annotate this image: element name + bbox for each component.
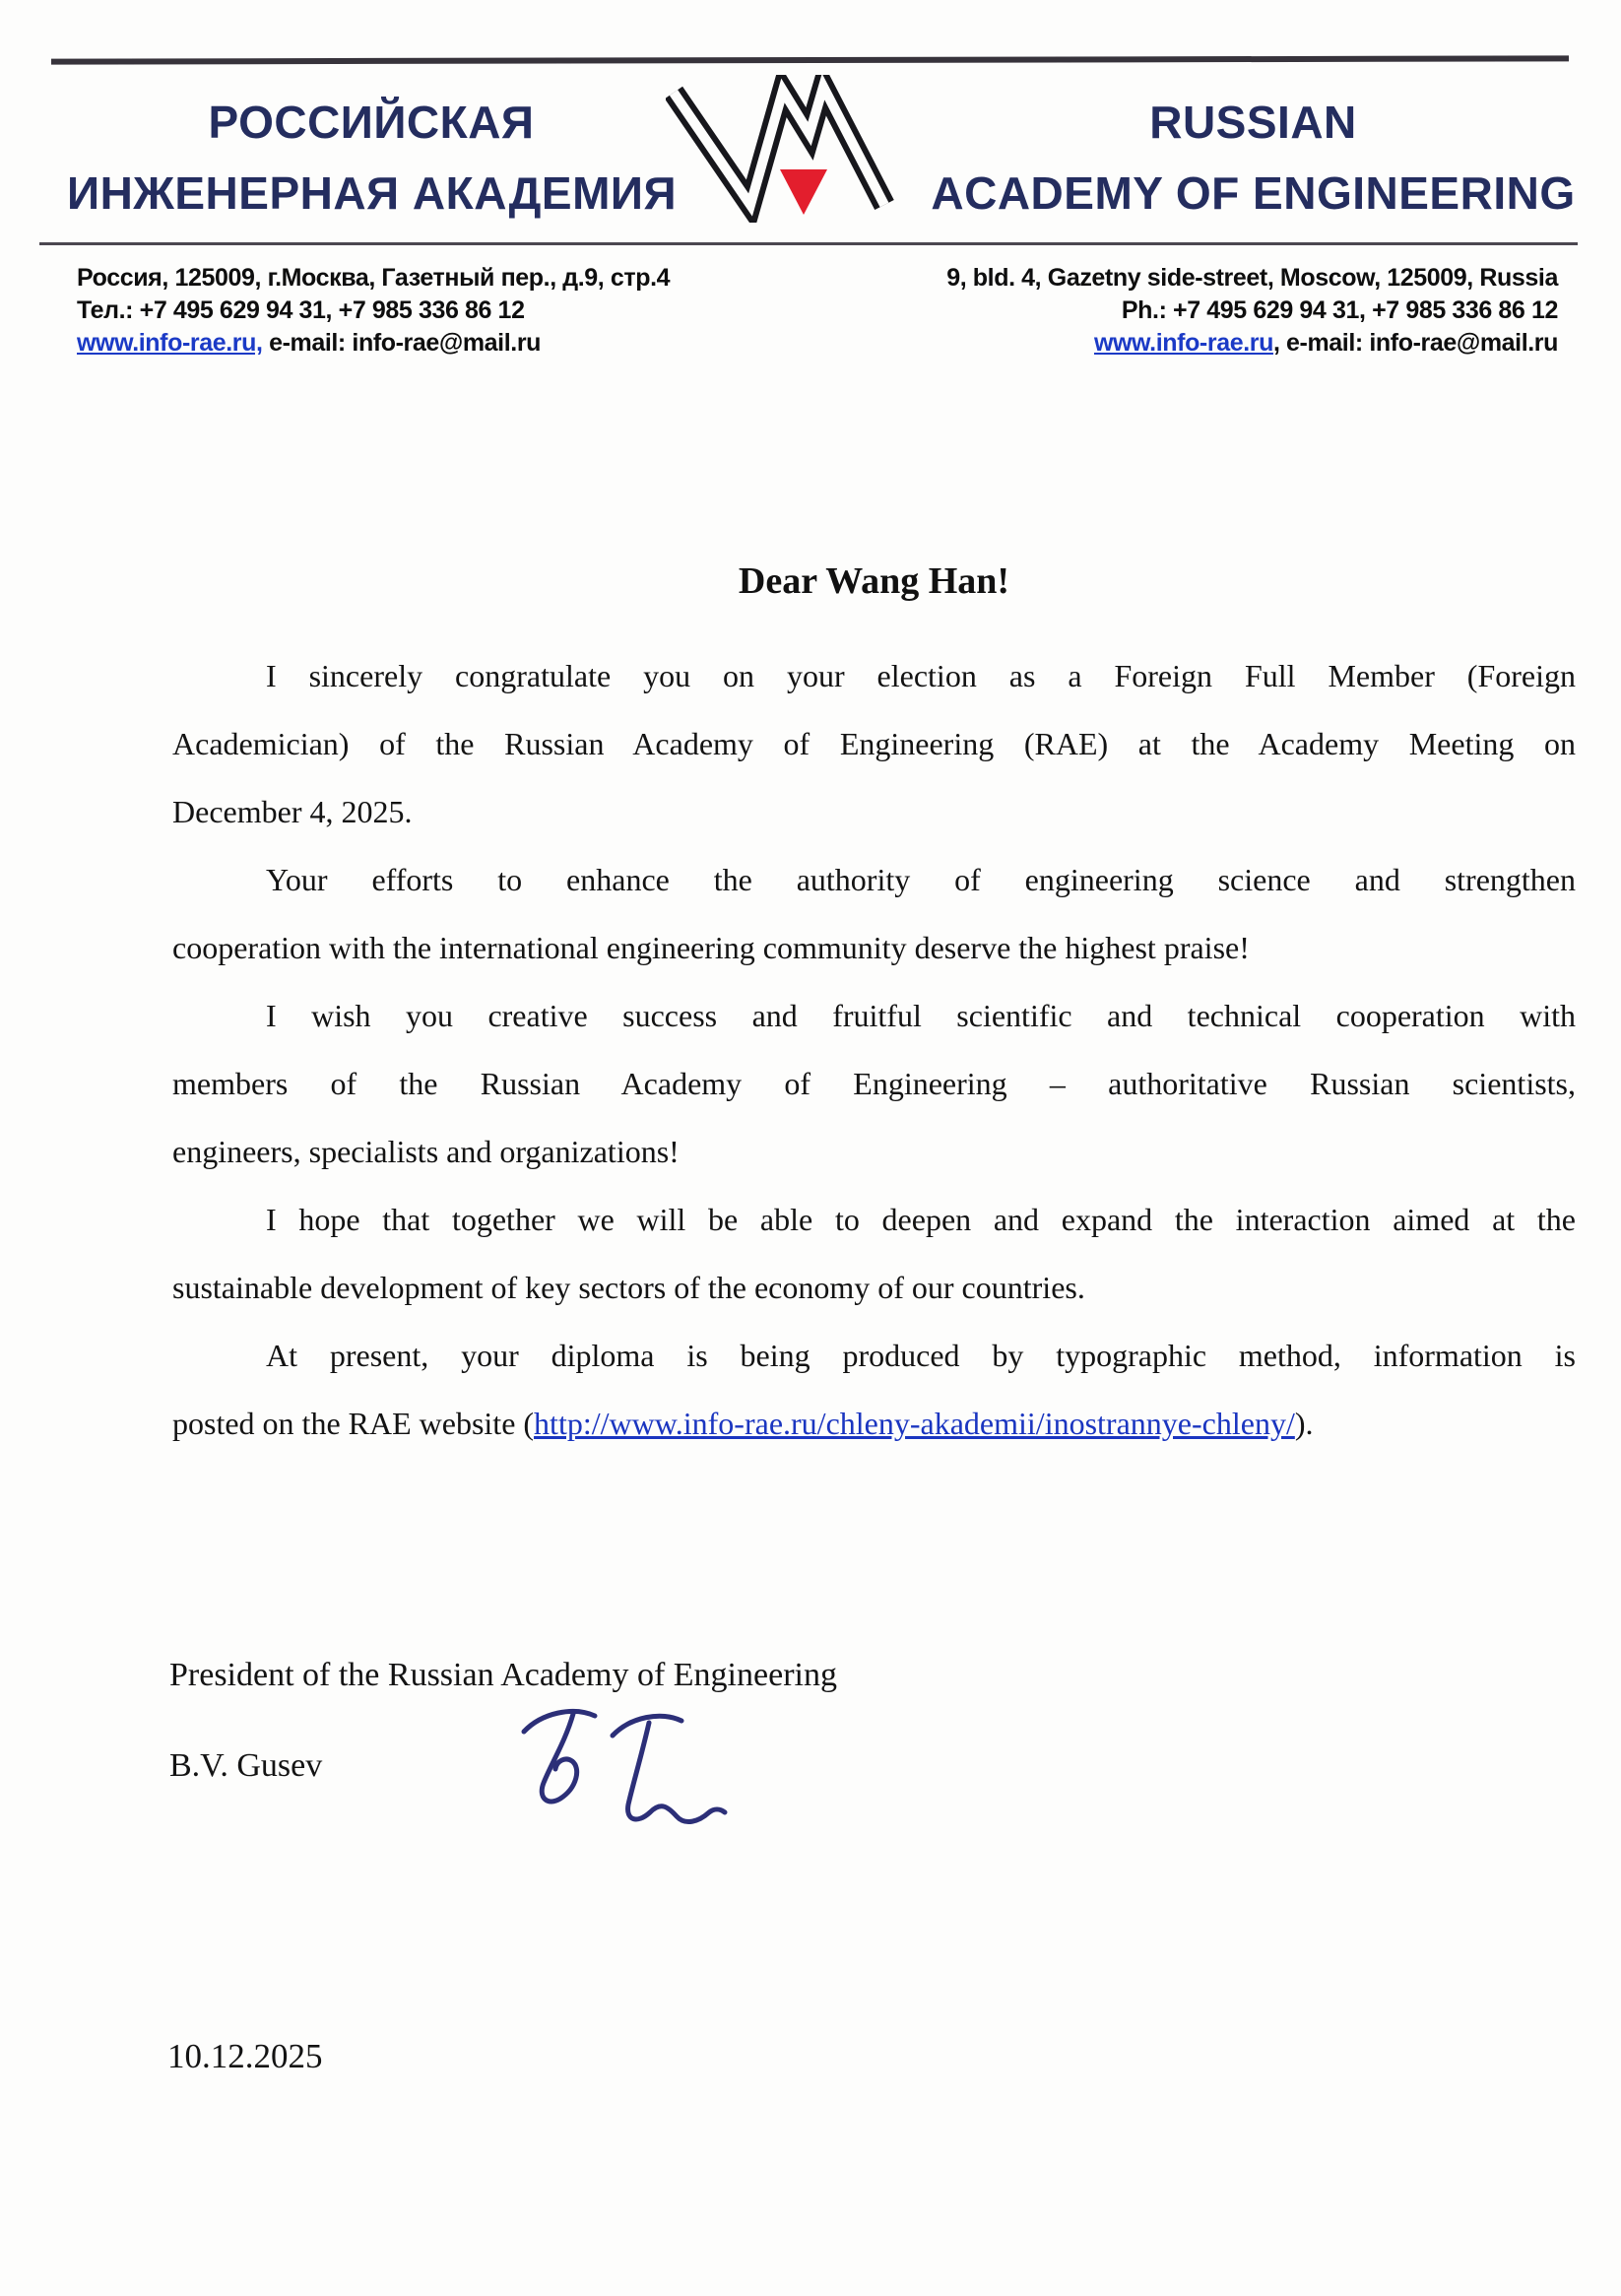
contact-block-english	[946, 262, 1558, 360]
body-paragraph	[172, 982, 1576, 1186]
letter-date: 10.12.2025	[167, 2037, 323, 2075]
link-line-post: ).	[1294, 1406, 1314, 1441]
body-line: Academician) of the Russian Academy of Engineering (RAE) at the Academy Meeting on	[172, 726, 1576, 761]
body-line: I hope that together we will be able to deepen and expand the interaction aimed at the	[266, 1202, 1576, 1237]
contact-block-russian	[77, 262, 670, 360]
top-rule	[51, 55, 1569, 64]
body-line: cooperation with the international engineering community deserve the highest praise!	[172, 930, 1250, 965]
signer-name: B.V. Gusev	[169, 1747, 323, 1784]
body-line: sustainable development of key sectors of the economy of our countries.	[172, 1270, 1085, 1305]
contact-ru-phone: Тел.: +7 495 629 94 31, +7 985 336 86 12	[77, 296, 525, 324]
website-link-en[interactable]: www.info-rae.ru	[1093, 329, 1273, 357]
org-en-line1: RUSSIAN	[1149, 97, 1357, 148]
org-ru-line1: РОССИЙСКАЯ	[208, 97, 535, 148]
org-ru-line2: ИНЖЕНЕРНАЯ АКАДЕМИЯ	[67, 167, 678, 219]
org-name-russian	[67, 87, 676, 229]
contact-ru-email: e-mail: info-rae@mail.ru	[262, 329, 542, 357]
contact-ru-web-line	[77, 327, 670, 360]
contact-en-phone: Ph.: +7 495 629 94 31, +7 985 336 86 12	[1121, 296, 1558, 324]
rae-monogram-logo-icon	[666, 75, 900, 223]
body-line: I wish you creative success and fruitful scientific and technical cooperation with	[266, 998, 1576, 1033]
body-line: Your efforts to enhance the authority of engineering science and strengthen	[266, 862, 1576, 897]
header-divider-rule	[39, 242, 1578, 245]
body-line: members of the Russian Academy of Engineering – authoritative Russian scientists,	[172, 1066, 1576, 1101]
signer-title: President of the Russian Academy of Engineering	[169, 1657, 837, 1693]
handwritten-signature-icon	[516, 1696, 745, 1836]
body-paragraph	[172, 1322, 1576, 1458]
body-line: I sincerely congratulate you on your election as a Foreign Full Member (Foreign	[266, 658, 1576, 693]
contact-en-address: 9, bld. 4, Gazetny side-street, Moscow, 125009, Russia	[946, 264, 1558, 292]
letter-body	[172, 642, 1576, 1458]
link-line-pre: posted on the RAE website (	[172, 1406, 535, 1441]
website-link-ru[interactable]: www.info-rae.ru,	[77, 329, 263, 357]
contact-en-email: , e-mail: info-rae@mail.ru	[1272, 329, 1558, 357]
salutation: Dear Wang Han!	[738, 560, 1010, 602]
body-paragraph	[172, 1186, 1576, 1322]
body-line: engineers, specialists and organizations!	[172, 1134, 680, 1169]
body-paragraph	[172, 642, 1576, 846]
logo-red-triangle	[780, 169, 827, 215]
contact-ru-address: Россия, 125009, г.Москва, Газетный пер., д.9, стр.4	[77, 264, 671, 292]
org-name-english	[931, 87, 1576, 229]
body-line-with-link	[172, 1390, 1576, 1458]
body-line: At present, your diploma is being produced by typographic method, information is	[266, 1338, 1576, 1373]
org-en-line2: ACADEMY OF ENGINEERING	[931, 167, 1576, 219]
rae-members-page-link[interactable]: http://www.info-rae.ru/chleny-akademii/inostrannye-chleny/	[534, 1406, 1295, 1441]
contact-en-web-line	[946, 327, 1558, 360]
body-line: December 4, 2025.	[172, 794, 413, 829]
body-paragraph	[172, 846, 1576, 982]
